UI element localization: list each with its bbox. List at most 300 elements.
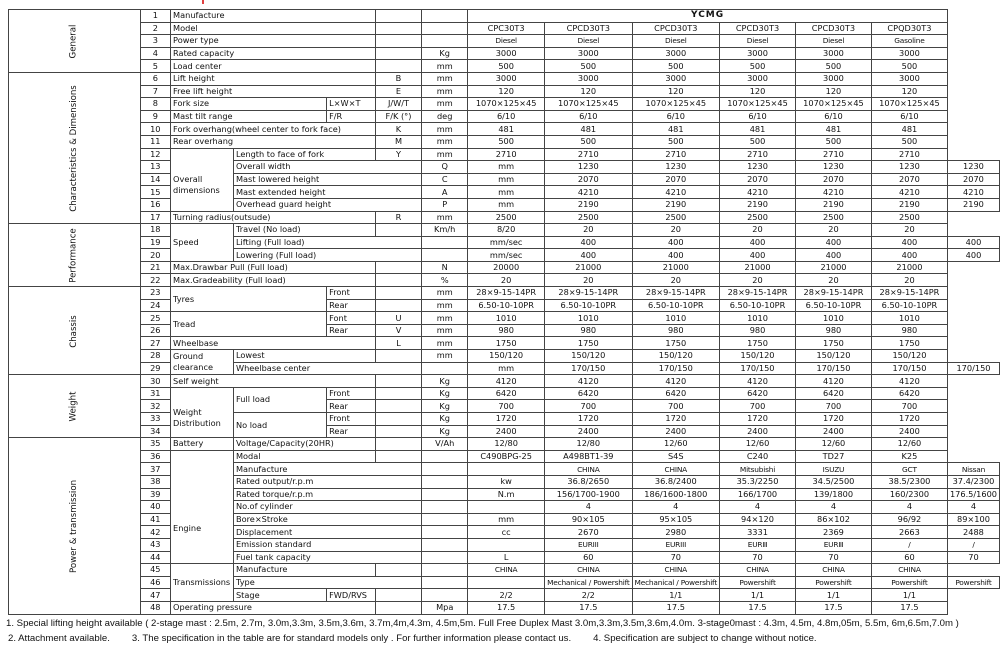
model-4-value: 3000	[720, 72, 796, 85]
label-full-load: Full load	[233, 387, 326, 412]
section-label: Chassis	[68, 314, 79, 348]
model-1-value: 28×9-15-14PR	[468, 287, 545, 300]
symbol	[422, 249, 468, 262]
model-2-value: A498BT1-39	[545, 450, 632, 463]
model-2-value: 186/1600-1800	[632, 488, 719, 501]
table-row	[9, 375, 1000, 388]
label-r3: Power type	[171, 35, 376, 48]
model-1-value: 170/150	[545, 362, 632, 375]
model-4-value: 3000	[720, 47, 796, 60]
model-1-value: 1070×125×45	[468, 98, 545, 111]
label-speed: Speed	[171, 224, 234, 262]
unit: kw	[468, 475, 545, 488]
table-row	[9, 85, 1000, 98]
weight-label: Weight	[173, 407, 202, 417]
note-1: 1. Special lifting height available ( 2-stage mast : 2.5m, 2.7m, 3.0m,3.3m, 3.5m,3.6m, 3.7m,4m,4.3m, 4.5m,5m. Full Free Duplex Mast 3.0m,3.3m,3.5m,3.6m,4.0m. 3-stage0mast : 4.3m, 4.5m, 4.8m,05m, 5.5m, 6m,6.5m,7.0m )	[6, 618, 959, 629]
model-2-value: 700	[545, 400, 632, 413]
model-6-value: Gasoline	[871, 35, 947, 48]
model-6-value: 120	[871, 85, 947, 98]
model-1-value: 400	[545, 236, 632, 249]
model-6-value: 1010	[871, 312, 947, 325]
label-r10: Fork overhang(wheel center to fork face)	[171, 123, 376, 136]
model-1-value: 700	[468, 400, 545, 413]
label-r41: Bore×Stroke	[233, 513, 421, 526]
row-number: 14	[140, 173, 170, 186]
model-4-value: 6/10	[720, 110, 796, 123]
row-number: 43	[140, 538, 170, 551]
model-3-value: 4	[720, 501, 796, 514]
model-1-value: 2710	[468, 148, 545, 161]
label-r36: Modal	[233, 450, 375, 463]
section-label: Performance	[68, 228, 79, 283]
model-5-value: 2663	[871, 526, 947, 539]
model-1-value: 150/120	[468, 350, 545, 363]
label-r9: Mast tilt range	[171, 110, 327, 123]
label-front: Front	[327, 387, 376, 400]
model-2-value: CHINA	[632, 463, 719, 476]
model-5-value: 4120	[795, 375, 871, 388]
model-4-value: 400	[795, 249, 871, 262]
model-6-value: 3000	[871, 72, 947, 85]
row-number: 9	[140, 110, 170, 123]
symbol	[422, 236, 468, 249]
row-number: 31	[140, 387, 170, 400]
model-5-value: 481	[795, 123, 871, 136]
model-4-value: 70	[795, 551, 871, 564]
symbol	[422, 463, 468, 476]
row-number: 22	[140, 274, 170, 287]
model-5-value: 700	[795, 400, 871, 413]
model-6-value: 2500	[871, 211, 947, 224]
label-r19: Lifting (Full load)	[233, 236, 421, 249]
model-6-value: 400	[947, 249, 999, 262]
unit	[422, 22, 468, 35]
model-6-value: K25	[871, 450, 947, 463]
model-2-value: 1230	[632, 161, 719, 174]
symbol: F/K (°)	[375, 110, 421, 123]
model-4-value: 4210	[795, 186, 871, 199]
unit	[468, 501, 545, 514]
symbol	[375, 47, 421, 60]
model-5-value: 500	[795, 60, 871, 73]
model-4-value: 6.50-10-10PR	[720, 299, 796, 312]
row-number: 35	[140, 438, 170, 451]
model-1-value: 60	[545, 551, 632, 564]
model-4-value: Diesel	[720, 35, 796, 48]
row-number: 27	[140, 337, 170, 350]
unit: Kg	[422, 400, 468, 413]
model-1-value: 90×105	[545, 513, 632, 526]
model-5-value: 28×9-15-14PR	[795, 287, 871, 300]
model-4-value: 17.5	[720, 601, 796, 614]
symbol: M	[375, 135, 421, 148]
label-r8: Fork size	[171, 98, 327, 111]
label-r26-sub: Rear	[327, 324, 376, 337]
table-row	[9, 425, 1000, 438]
model-1-value: 156/1700-1900	[545, 488, 632, 501]
model-1-value: 1720	[468, 413, 545, 426]
row-number: 12	[140, 148, 170, 161]
model-1-value: 12/80	[468, 438, 545, 451]
model-6-value: 4120	[871, 375, 947, 388]
model-6-value: 20	[871, 224, 947, 237]
model-3-value: 980	[632, 324, 719, 337]
model-2-value: 980	[545, 324, 632, 337]
model-5-value: 120	[795, 85, 871, 98]
label-r5: Load center	[171, 60, 376, 73]
model-3-value: 150/120	[632, 350, 719, 363]
model-6-value: 37.4/2300	[947, 475, 999, 488]
model-4-value: 20	[720, 274, 796, 287]
unit: Mpa	[422, 601, 468, 614]
unit: mm	[422, 299, 468, 312]
model-2-value: 1750	[545, 337, 632, 350]
model-1-value: 4210	[545, 186, 632, 199]
model-3-value: 12/60	[632, 438, 719, 451]
model-1-value: 36.8/2650	[545, 475, 632, 488]
model-2-value: 150/120	[545, 350, 632, 363]
model-4-value: 2190	[795, 198, 871, 211]
symbol: C	[422, 173, 468, 186]
model-4-value: 1230	[795, 161, 871, 174]
row-number: 4	[140, 47, 170, 60]
label-r18: Travel (No load)	[233, 224, 375, 237]
section-power	[9, 438, 141, 614]
model-1-value: 3000	[468, 47, 545, 60]
model-5-value: 12/60	[795, 438, 871, 451]
table-row	[9, 350, 1000, 363]
model-1-value: 6/10	[468, 110, 545, 123]
ground-label: Ground	[173, 351, 204, 362]
model-5-value: 980	[795, 324, 871, 337]
label-r24-sub: Rear	[327, 299, 376, 312]
model-6-value: 170/150	[947, 362, 999, 375]
unit: mm	[422, 72, 468, 85]
model-1-value: 500	[468, 60, 545, 73]
label-r7: Free lift height	[171, 85, 376, 98]
table-row	[9, 576, 1000, 589]
model-5-value: 38.5/2300	[871, 475, 947, 488]
model-1-value: 4	[545, 501, 632, 514]
table-row	[9, 324, 1000, 337]
model-5-value: 400	[871, 249, 947, 262]
table-row	[9, 22, 1000, 35]
label-r40: No.of cylinder	[233, 501, 421, 514]
model-4-value: 170/150	[795, 362, 871, 375]
model-6-value: 89×100	[947, 513, 999, 526]
section-chassis	[9, 287, 141, 375]
table-row	[9, 211, 1000, 224]
table-row	[9, 261, 1000, 274]
unit	[422, 10, 468, 23]
model-1-value: 980	[468, 324, 545, 337]
model-3-value: CHINA	[632, 564, 719, 577]
model-1-value: 2070	[545, 173, 632, 186]
table-row	[9, 438, 1000, 451]
section-label: General	[68, 24, 79, 59]
model-4-value: 12/60	[720, 438, 796, 451]
row-number: 39	[140, 488, 170, 501]
model-2-value: 2190	[632, 198, 719, 211]
model-3-value: 20	[632, 224, 719, 237]
unit: mm/sec	[468, 236, 545, 249]
unit: mm	[468, 173, 545, 186]
row-number: 16	[140, 198, 170, 211]
model-6-value: 6420	[871, 387, 947, 400]
model-5-value: 1/1	[795, 589, 871, 602]
table-row	[9, 312, 1000, 325]
symbol	[375, 564, 421, 577]
model-4-value: 2710	[720, 148, 796, 161]
model-6-value: 1750	[871, 337, 947, 350]
clearance-label: clearance	[173, 362, 213, 373]
note-2: 2. Attachment available.	[8, 633, 110, 644]
symbol: P	[422, 198, 468, 211]
row-number: 11	[140, 135, 170, 148]
table-row	[9, 123, 1000, 136]
label-r23-sub: Front	[327, 287, 376, 300]
model-2-value: 481	[545, 123, 632, 136]
model-5-value: 150/120	[795, 350, 871, 363]
unit: mm	[422, 287, 468, 300]
label-front: Front	[327, 413, 376, 426]
unit: mm	[422, 312, 468, 325]
table-row	[9, 274, 1000, 287]
model-6-value: 500	[871, 135, 947, 148]
unit: V/Ah	[422, 438, 468, 451]
row-number: 44	[140, 551, 170, 564]
symbol: R	[375, 211, 421, 224]
overall-label: Overall	[173, 174, 203, 185]
unit	[422, 35, 468, 48]
model-2-value: 6420	[545, 387, 632, 400]
model-1-value: CHINA	[468, 564, 545, 577]
model-6-value: 980	[871, 324, 947, 337]
model-5-value: 170/150	[871, 362, 947, 375]
model-4-value: 1070×125×45	[720, 98, 796, 111]
row-number: 19	[140, 236, 170, 249]
model-2-value: 70	[632, 551, 719, 564]
table-row	[9, 400, 1000, 413]
row-number: 18	[140, 224, 170, 237]
section-characteristics	[9, 72, 141, 223]
model-2-value: 20	[545, 224, 632, 237]
model-1-value: 1230	[545, 161, 632, 174]
model-4-value: CPCD30T3	[720, 22, 796, 35]
symbol	[422, 475, 468, 488]
section-label: Weight	[68, 391, 79, 422]
model-3-value: 1/1	[632, 589, 719, 602]
model-2-value: 120	[545, 85, 632, 98]
model-2-value: 28×9-15-14PR	[545, 287, 632, 300]
unit	[422, 564, 468, 577]
model-3-value: 4120	[632, 375, 719, 388]
model-2-value: 21000	[545, 261, 632, 274]
model-3-value: 500	[632, 135, 719, 148]
symbol	[375, 601, 421, 614]
label-r15: Mast extended height	[233, 186, 421, 199]
symbol	[422, 488, 468, 501]
model-2-value: 2070	[632, 173, 719, 186]
label-r22: Max.Gradeability (Full load)	[171, 274, 376, 287]
model-5-value: 1720	[795, 413, 871, 426]
row-number: 26	[140, 324, 170, 337]
row-number: 48	[140, 601, 170, 614]
label-r38: Rated output/r.p.m	[233, 475, 421, 488]
table-row	[9, 589, 1000, 602]
model-3-value: 3000	[632, 47, 719, 60]
model-5-value: 6420	[795, 387, 871, 400]
model-5-value: 2500	[795, 211, 871, 224]
model-1-value: Mechanical / Powershift	[545, 576, 632, 589]
model-1-value: 6420	[468, 387, 545, 400]
label-rear: Rear	[327, 425, 376, 438]
unit: Kg	[422, 47, 468, 60]
model-6-value: CPQD30T3	[871, 22, 947, 35]
model-3-value: 2070	[720, 173, 796, 186]
model-5-value: 2400	[795, 425, 871, 438]
model-3-value: 400	[720, 236, 796, 249]
symbol	[375, 35, 421, 48]
model-3-value: 70	[720, 551, 796, 564]
label-r8-sub: L×W×T	[327, 98, 376, 111]
model-3-value: 28×9-15-14PR	[632, 287, 719, 300]
model-3-value: 481	[632, 123, 719, 136]
unit	[422, 450, 468, 463]
model-4-value: 34.5/2500	[795, 475, 871, 488]
table-row	[9, 60, 1000, 73]
model-2-value: 4210	[632, 186, 719, 199]
model-6-value: /	[947, 538, 999, 551]
model-5-value: 4210	[871, 186, 947, 199]
table-row	[9, 161, 1000, 174]
model-4-value: 28×9-15-14PR	[720, 287, 796, 300]
model-6-value: 70	[947, 551, 999, 564]
model-5-value: 400	[871, 236, 947, 249]
model-4-value: 150/120	[720, 350, 796, 363]
table-row	[9, 526, 1000, 539]
model-4-value: 481	[720, 123, 796, 136]
label-r35: Voltage/Capacity(20HR)	[233, 438, 375, 451]
model-4-value: 139/1800	[795, 488, 871, 501]
row-number: 3	[140, 35, 170, 48]
unit	[468, 463, 545, 476]
unit: Kg	[422, 413, 468, 426]
model-4-value: 1720	[720, 413, 796, 426]
table-row	[9, 501, 1000, 514]
model-3-value: 3331	[720, 526, 796, 539]
row-number: 33	[140, 413, 170, 426]
row-number: 17	[140, 211, 170, 224]
symbol	[422, 362, 468, 375]
model-1-value: 481	[468, 123, 545, 136]
model-2-value: 3000	[545, 47, 632, 60]
table-row	[9, 551, 1000, 564]
model-5-value: 4	[871, 501, 947, 514]
model-3-value: 20	[632, 274, 719, 287]
model-2-value: CHINA	[545, 564, 632, 577]
model-5-value: CPCD30T3	[795, 22, 871, 35]
table-row	[9, 513, 1000, 526]
model-5-value: 17.5	[795, 601, 871, 614]
label-r28: Lowest	[233, 350, 375, 363]
model-5-value: 1230	[871, 161, 947, 174]
model-1-value: 2500	[468, 211, 545, 224]
model-3-value: 3000	[632, 72, 719, 85]
engine-label: Engine	[173, 523, 202, 534]
model-1-value: 4120	[468, 375, 545, 388]
model-4-value: 1/1	[720, 589, 796, 602]
model-1-value: 500	[468, 135, 545, 148]
model-2-value: 2710	[545, 148, 632, 161]
model-3-value: Powershift	[720, 576, 796, 589]
unit: mm	[422, 350, 468, 363]
model-5-value: 1010	[795, 312, 871, 325]
table-row	[9, 299, 1000, 312]
engine-group	[171, 450, 234, 563]
table-row	[9, 287, 1000, 300]
model-2-value: 95×105	[632, 513, 719, 526]
table-row	[9, 475, 1000, 488]
row-number: 40	[140, 501, 170, 514]
table-row	[9, 35, 1000, 48]
symbol: L	[375, 337, 421, 350]
label-r48: Operating pressure	[171, 601, 376, 614]
model-5-value: 3000	[795, 72, 871, 85]
symbol: Q	[422, 161, 468, 174]
row-number: 29	[140, 362, 170, 375]
model-6-value: 3000	[871, 47, 947, 60]
model-4-value: ISUZU	[795, 463, 871, 476]
symbol	[375, 589, 421, 602]
label-r30: Self weight	[171, 375, 376, 388]
model-5-value: 6.50-10-10PR	[795, 299, 871, 312]
model-5-value: 500	[795, 135, 871, 148]
symbol: J/W/T	[375, 98, 421, 111]
brand-name: YCMG	[468, 10, 948, 23]
label-r13: Overall width	[233, 161, 421, 174]
table-row	[9, 135, 1000, 148]
label-r21: Max.Drawbar Pull (Full load)	[171, 261, 376, 274]
section-general	[9, 10, 141, 73]
symbol: Y	[375, 148, 421, 161]
model-5-value: Diesel	[795, 35, 871, 48]
label-transmissions: Transmissions	[171, 564, 234, 602]
model-1-value: 2/2	[468, 589, 545, 602]
unit: mm	[468, 161, 545, 174]
model-2-value: 17.5	[545, 601, 632, 614]
model-6-value: 4210	[947, 186, 999, 199]
model-4-value: C240	[720, 450, 796, 463]
symbol	[375, 400, 421, 413]
row-number: 46	[140, 576, 170, 589]
overall-dimensions	[171, 148, 234, 211]
model-4-value: 1010	[720, 312, 796, 325]
model-3-value: 6.50-10-10PR	[632, 299, 719, 312]
label-tread: Tread	[171, 312, 327, 337]
row-number: 47	[140, 589, 170, 602]
model-1-value: C490BPG-25	[468, 450, 545, 463]
model-6-value: 500	[871, 60, 947, 73]
model-4-value: 700	[720, 400, 796, 413]
ground-clearance	[171, 350, 234, 375]
model-5-value: CHINA	[795, 564, 871, 577]
unit: mm	[468, 513, 545, 526]
row-number: 30	[140, 375, 170, 388]
model-2-value: 2400	[545, 425, 632, 438]
symbol: B	[375, 72, 421, 85]
unit: %	[422, 274, 468, 287]
